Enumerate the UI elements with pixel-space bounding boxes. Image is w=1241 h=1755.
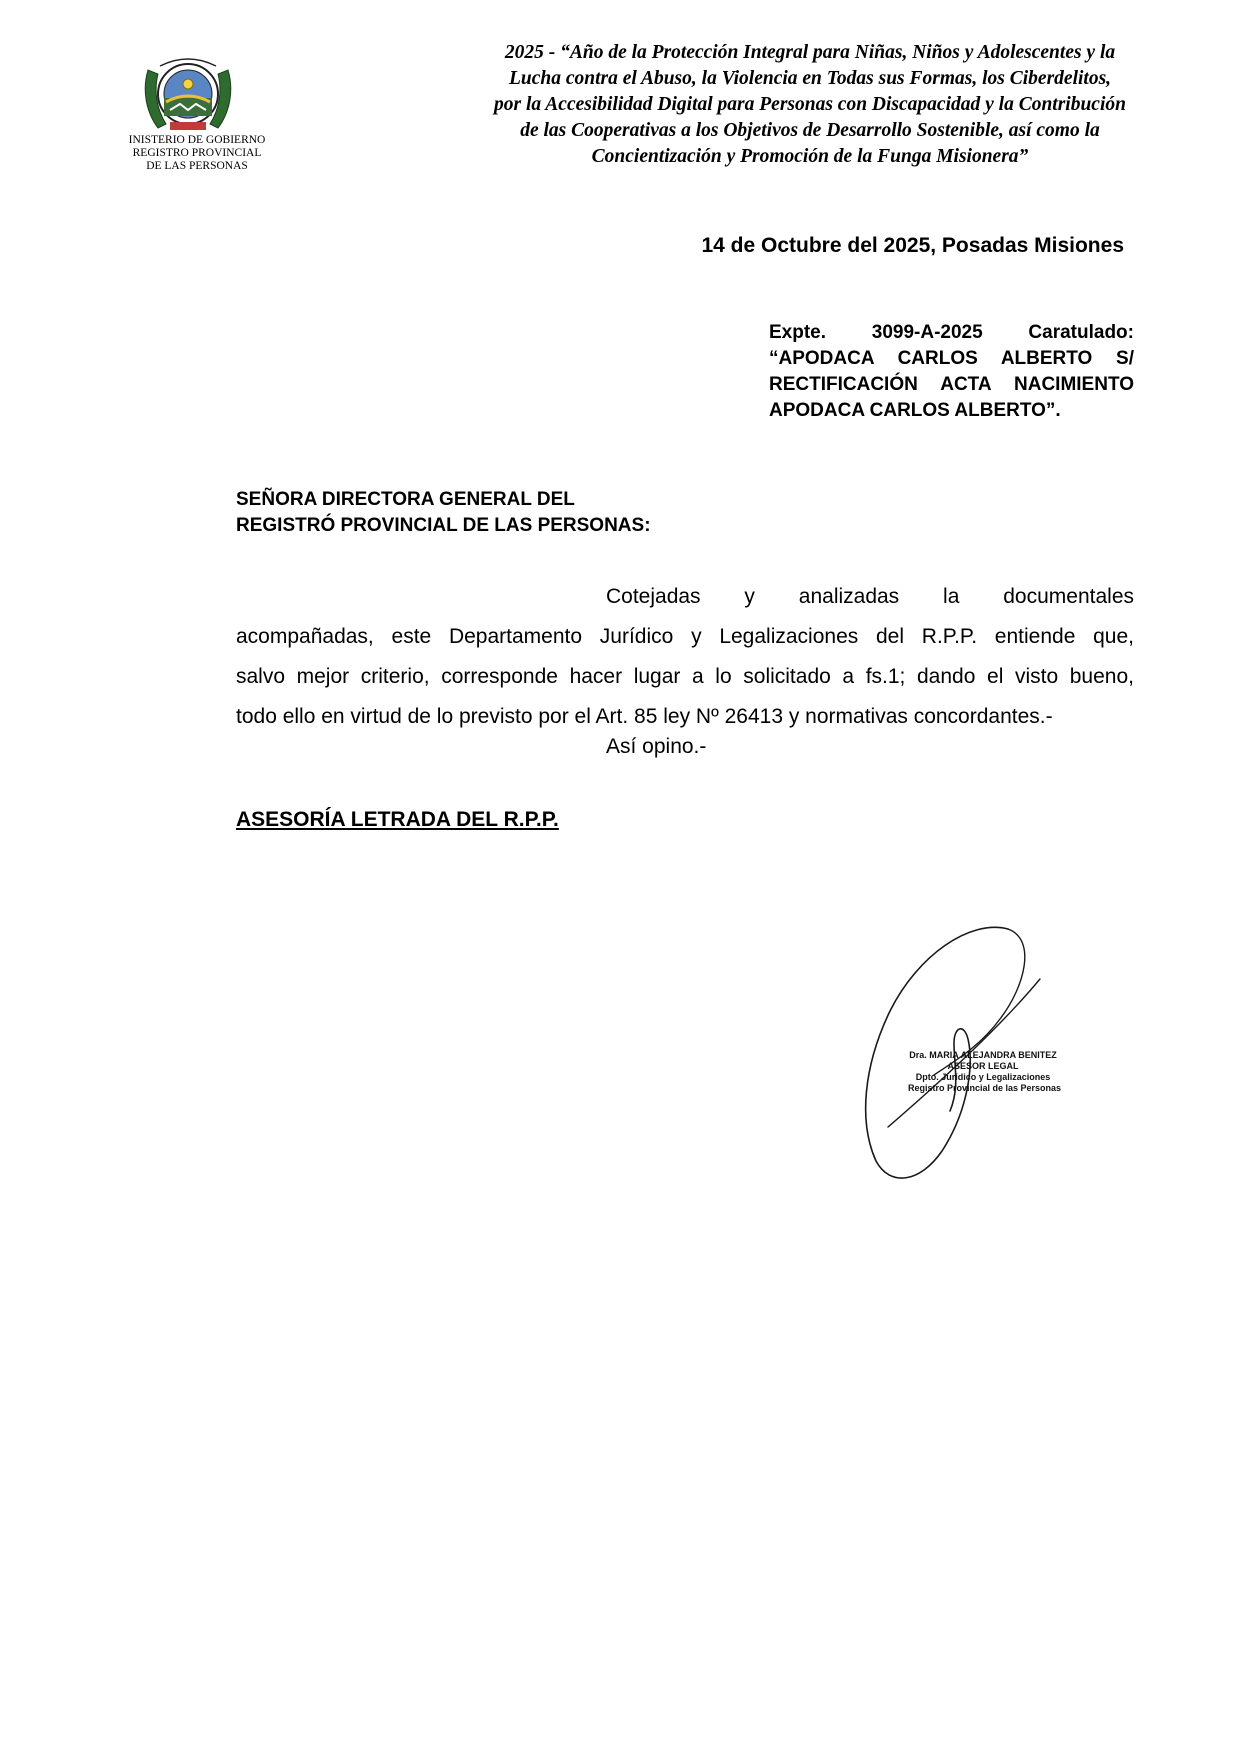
institution-line: DE LAS PERSONAS: [146, 160, 248, 172]
body-line: todo ello en virtud de lo previsto por el Art. 85 ley Nº 26413 y normativas concordantes.-: [236, 705, 1053, 728]
case-reference: [769, 320, 1134, 424]
case-line: RECTIFICACIÓN ACTA NACIMIENTO: [769, 374, 1134, 395]
stamp-line: Dra. MARIA ALEJANDRA BENITEZ: [909, 1050, 1057, 1060]
institution-name: [112, 134, 282, 173]
addressee-line: SEÑORA DIRECTORA GENERAL DEL: [236, 489, 575, 510]
provincial-seal-logo: [140, 50, 236, 136]
case-line: Expte. 3099-A-2025 Caratulado:: [769, 322, 1134, 343]
year-motto: [440, 40, 1180, 170]
case-line: APODACA CARLOS ALBERTO”.: [769, 400, 1061, 421]
stamp-line: Registro Provincial de las Personas: [908, 1083, 1062, 1093]
case-line: “APODACA CARLOS ALBERTO S/: [769, 348, 1134, 369]
stamp-line: Dpto. Jurídico y Legalizaciones: [915, 1072, 1051, 1082]
addressee-line: REGISTRÓ PROVINCIAL DE LAS PERSONAS:: [236, 515, 651, 536]
motto-line: Concientización y Promoción de la Funga Misionera”: [591, 146, 1029, 167]
signature-stamp: [908, 1050, 1062, 1094]
body-line: Cotejadas y analizadas la documentales: [606, 585, 1134, 608]
closing-text: Así opino.-: [606, 735, 707, 758]
stamp-line: ASESOR LEGAL: [947, 1061, 1019, 1071]
institution-line: INISTERIO DE GOBIERNO: [128, 134, 266, 146]
motto-line: Lucha contra el Abuso, la Violencia en Todas sus Formas, los Ciberdelitos,: [508, 68, 1112, 89]
motto-line: por la Accesibilidad Digital para Personas con Discapacidad y la Contribución: [494, 94, 1126, 115]
date-line: 14 de Octubre del 2025, Posadas Misiones: [701, 234, 1124, 257]
motto-line: de las Cooperativas a los Objetivos de Desarrollo Sostenible, así como la: [520, 120, 1100, 141]
motto-line: 2025 - “Año de la Protección Integral para Niñas, Niños y Adolescentes y la: [504, 42, 1116, 63]
institution-line: REGISTRO PROVINCIAL: [132, 147, 262, 159]
addressee: [236, 487, 651, 539]
signature-office: ASESORÍA LETRADA DEL R.P.P.: [236, 808, 559, 831]
body-line: acompañadas, este Departamento Jurídico y Legalizaciones del R.P.P. entiende que,: [236, 625, 1134, 648]
body-line: salvo mejor criterio, corresponde hacer lugar a lo solicitado a fs.1; dando el visto bueno,: [236, 665, 1134, 688]
body-paragraph: [236, 577, 1134, 737]
